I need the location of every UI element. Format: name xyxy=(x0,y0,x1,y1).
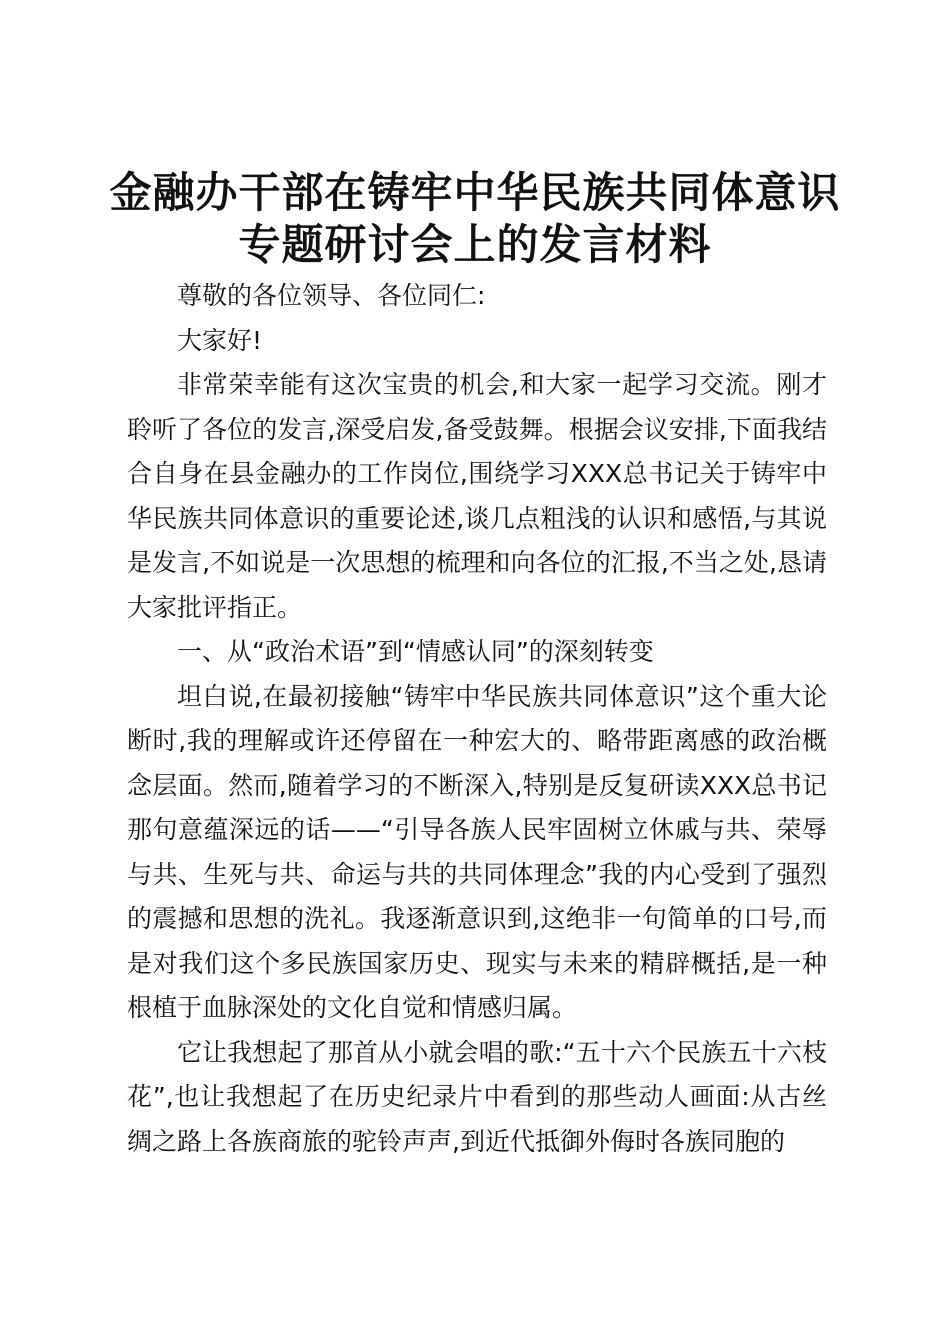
paragraph-song-memory: 它让我想起了那首从小就会唱的歌:“五十六个民族五十六枝花”,也让我想起了在历史纪录片中看到的那些动人画面:从古丝绸之路上各族商旅的驼铃声声,到近代抵御外侮时各族同胞的 xyxy=(127,1037,827,1156)
paragraph-section-1: 坦白说,在最初接触“铸牢中华民族共同体意识”这个重大论断时,我的理解或许还停留在一种宏大的、略带距离感的政治概念层面。然而,随着学习的不断深入,特别是反复研读XXX总书记那句意蕴深远的话——“引导各族人民牢固树立休戚与共、荣辱与共、生死与共、命运与共的共同体理念”我的内心受到了强烈的震撼和思想的洗礼。我逐渐意识到,这绝非一句简单的口号,而是对我们这个多民族国家历史、现实与未来的精辟概括,是一种根植于血脉深处的文化自觉和情感归属。 xyxy=(127,681,827,1022)
salutation: 尊敬的各位领导、各位同仁: xyxy=(177,281,486,310)
paragraph-intro: 非常荣幸能有这次宝贵的机会,和大家一起学习交流。刚才聆听了各位的发言,深受启发,备受鼓舞。根据会议安排,下面我结合自身在县金融办的工作岗位,围绕学习XXX总书记关于铸牢中华民族共同体意识的重要论述,谈几点粗浅的认识和感悟,与其说是发言,不如说是一次思想的梳理和向各位的汇报,不当之处,恳请大家批评指正。 xyxy=(127,370,827,622)
document-body xyxy=(127,274,827,1164)
section-heading-1: 一、从“政治术语”到“情感认同”的深刻转变 xyxy=(177,637,654,666)
document-title-line-2: 专题研讨会上的发言材料 xyxy=(238,220,712,269)
greeting: 大家好! xyxy=(177,325,263,355)
document-title-line-1: 金融办干部在铸牢中华民族共同体意识 xyxy=(109,168,841,217)
